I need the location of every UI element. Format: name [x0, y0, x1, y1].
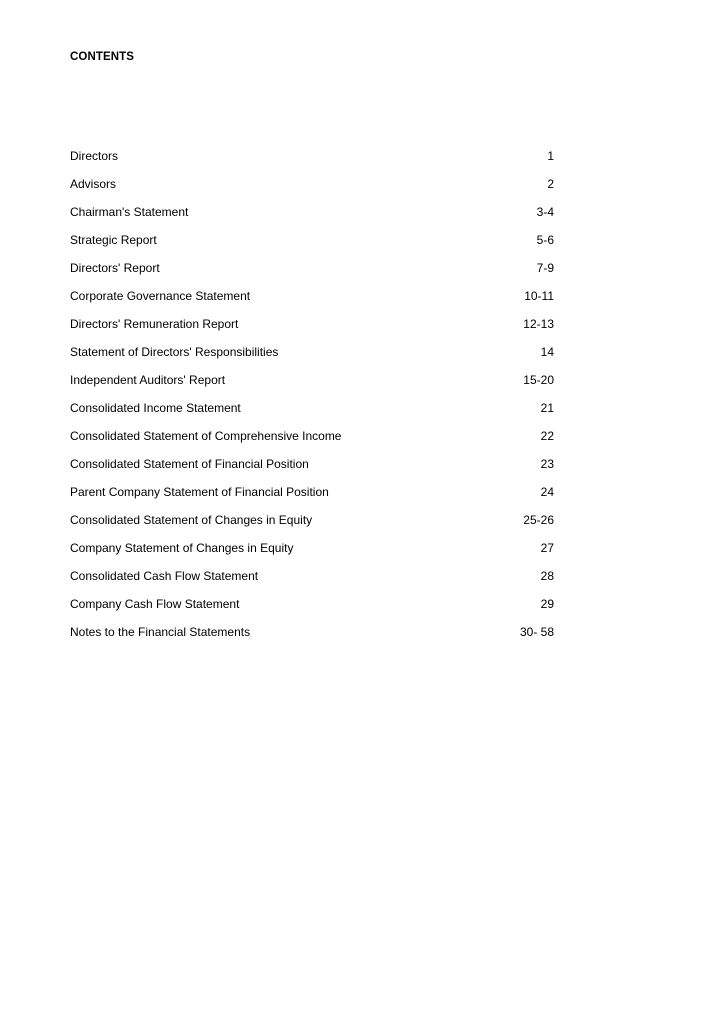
toc-entry — [70, 177, 554, 205]
toc-entry-page-number: 21 — [540, 401, 554, 415]
toc-entry-page-number: 3-4 — [536, 205, 554, 219]
toc-entry — [70, 569, 554, 597]
toc-entry-page-number: 7-9 — [536, 261, 554, 275]
toc-entry — [70, 345, 554, 373]
toc-entry-label: Strategic Report — [70, 233, 157, 247]
toc-entry-page-number: 22 — [540, 429, 554, 443]
toc-entry-label: Parent Company Statement of Financial Position — [70, 485, 329, 499]
toc-entry — [70, 541, 554, 569]
toc-entry-label: Advisors — [70, 177, 117, 191]
toc-entry — [70, 289, 554, 317]
toc-entry-label: Directors — [70, 149, 119, 163]
toc-entry-label: Statement of Directors' Responsibilities — [70, 345, 279, 359]
toc-entry-page-number: 29 — [540, 597, 554, 611]
toc-entry-label: Notes to the Financial Statements — [70, 625, 251, 639]
toc-entry-page-number: 30- 58 — [519, 625, 554, 639]
toc-entry-page-number: 23 — [540, 457, 554, 471]
toc-entry-label: Consolidated Income Statement — [70, 401, 241, 415]
toc-entry-label: Chairman's Statement — [70, 205, 189, 219]
toc-entry — [70, 261, 554, 289]
table-of-contents — [70, 149, 554, 653]
toc-entry-label: Consolidated Cash Flow Statement — [70, 569, 259, 583]
toc-entry-page-number: 27 — [540, 541, 554, 555]
toc-entry-label: Consolidated Statement of Comprehensive Income — [70, 429, 342, 443]
toc-entry — [70, 401, 554, 429]
toc-entry-label: Company Cash Flow Statement — [70, 597, 240, 611]
toc-entry-page-number: 24 — [540, 485, 554, 499]
toc-entry-page-number: 1 — [547, 149, 554, 163]
toc-entry — [70, 457, 554, 485]
toc-entry — [70, 149, 554, 177]
toc-entry-label: Consolidated Statement of Changes in Equity — [70, 513, 313, 527]
page-title: CONTENTS — [70, 51, 135, 63]
toc-entry — [70, 625, 554, 653]
toc-entry — [70, 597, 554, 625]
toc-entry-label: Corporate Governance Statement — [70, 289, 251, 303]
toc-entry — [70, 317, 554, 345]
toc-entry — [70, 513, 554, 541]
toc-entry-label: Directors' Report — [70, 261, 160, 275]
toc-entry-page-number: 28 — [540, 569, 554, 583]
toc-entry — [70, 205, 554, 233]
toc-entry-page-number: 15-20 — [523, 373, 554, 387]
toc-entry-label: Independent Auditors' Report — [70, 373, 226, 387]
toc-entry-label: Company Statement of Changes in Equity — [70, 541, 294, 555]
toc-entry-page-number: 2 — [547, 177, 554, 191]
toc-entry — [70, 485, 554, 513]
toc-entry — [70, 373, 554, 401]
toc-entry-page-number: 10-11 — [524, 289, 554, 303]
toc-entry-label: Consolidated Statement of Financial Position — [70, 457, 309, 471]
toc-entry-page-number: 5-6 — [536, 233, 554, 247]
toc-entry-page-number: 12-13 — [523, 317, 554, 331]
toc-entry-page-number: 25-26 — [523, 513, 554, 527]
toc-entry-label: Directors' Remuneration Report — [70, 317, 239, 331]
toc-entry-page-number: 14 — [540, 345, 554, 359]
toc-entry — [70, 233, 554, 261]
toc-entry — [70, 429, 554, 457]
